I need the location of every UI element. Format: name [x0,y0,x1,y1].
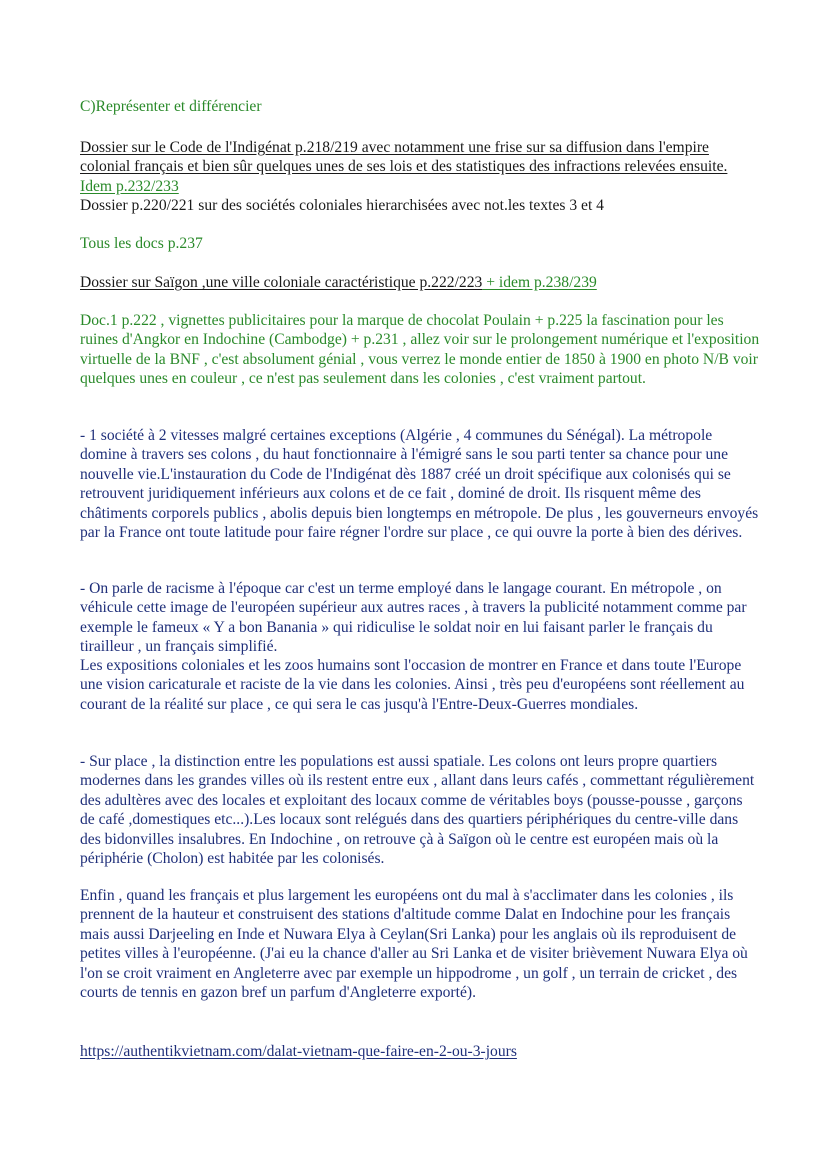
doc1-paragraph: Doc.1 p.222 , vignettes publicitaires pour la marque de chocolat Poulain + p.225 la fascination pour les ruines d'Angkor en Indochine (Cambodge) + p.231 , allez voir sur le prolongement numérique et l'exposition virtuelle de la BNF , c'est absolument génial , vous verrez le monde entier de 1850 à 1900 en photo N/B voir quelques unes en couleur , ce n'est pas seulement dans les colonies , c'est vraiment partout. [80,312,760,388]
dossier-saigon [80,273,760,292]
dossier-saigon-text: Dossier sur Saïgon ,une ville coloniale caractéristique p.222/223 [80,274,483,291]
dossier-code-indigenat [80,138,760,196]
paragraph-stations-altitude: Enfin , quand les français et plus largement les européens ont du mal à s'acclimater dans les colonies , ils prennent de la hauteur et construisent des stations d'altitude comme Dalat en Indochine pour les français mais aussi Darjeeling en Inde et Nuwara Elya à Ceylan(Sri Lanka) pour les anglais où ils reproduisent de petites villes à l'européenne. (J'ai eu la chance d'aller au Sri Lanka et de visiter brièvement Nuwara Elya où l'on se croit vraiment en Angleterre avec par exemple un hippodrome , un golf , un terrain de cricket , des courts de tennis en gazon bref un parfum d'Angleterre exporté). [80,887,748,1002]
paragraph-expositions-coloniales: Les expositions coloniales et les zoos humains sont l'occasion de montrer en France et dans toute l'Europe une vision caricaturale et raciste de la vie dans les colonies. Ainsi , très peu d'européens sont réellement au courant de la réalité sur place , ce qui sera le cas jusqu'à l'Entre-Deux-Guerres mondiales. [80,657,745,713]
external-link-line [80,1042,760,1061]
section-heading: C)Représenter et différencier [80,98,262,115]
dossier-code-indigenat-text: Dossier sur le Code de l'Indigénat p.218/219 avec notamment une frise sur sa diffusion dans l'empire colonial français et bien sûr quelques unes de ses lois et des statistiques des infractions relevées ensuite. [80,139,728,176]
dossier-code-indigenat-idem: Idem p.232/233 [80,177,179,195]
dossier-societes-coloniales: Dossier p.220/221 sur des sociétés coloniales hierarchisées avec not.les textes 3 et 4 [80,197,604,214]
dossier-saigon-idem: + idem p.238/239 [482,274,597,291]
dalat-link[interactable]: https://authentikvietnam.com/dalat-vietnam-que-faire-en-2-ou-3-jours [80,1043,517,1060]
paragraph-distinction-spatiale: - Sur place , la distinction entre les populations est aussi spatiale. Les colons ont leurs propre quartiers modernes dans les grandes villes où ils restent entre eux , allant dans leurs cafés , commettant régulièrement des adultères avec des locales et exploitant des locaux comme de véritables boys (pousse-pousse , garçons de café ,domestiques etc...).Les locaux sont relégués dans des quartiers périphériques du centre-ville dans des bidonvilles insalubres. En Indochine , on retrouve çà à Saïgon où le centre est européen mais où la périphérie (Cholon) est habitée par les colonisés. [80,753,755,868]
tous-les-docs: Tous les docs p.237 [80,235,203,252]
paragraph-racisme: - On parle de racisme à l'époque car c'est un terme employé dans le langage courant. En métropole , on véhicule cette image de l'européen supérieur aux autres races , à travers la publicité notamment comme par exemple le fameux « Y a bon Banania » qui ridiculise le soldat noir en lui faisant parler le français du tirailleur , un français simplifié. [80,580,747,656]
paragraph-societe-deux-vitesses: - 1 société à 2 vitesses malgré certaines exceptions (Algérie , 4 communes du Sénégal). La métropole domine à travers ses colons , du haut fonctionnaire à l'émigré sans le sou parti tenter sa chance pour une nouvelle vie.L'instauration du Code de l'Indigénat dès 1887 créé un droit spécifique aux colonisés qui se retrouvent juridiquement inférieurs aux colons et de ce fait , dominé de droit. Ils risquent même des châtiments corporels publics , abolis depuis bien longtemps en métropole. De plus , les gouverneurs envoyés par la France ont toute latitude pour faire régner l'ordre sur place , ce qui ouvre la porte à bien des dérives. [80,427,759,542]
